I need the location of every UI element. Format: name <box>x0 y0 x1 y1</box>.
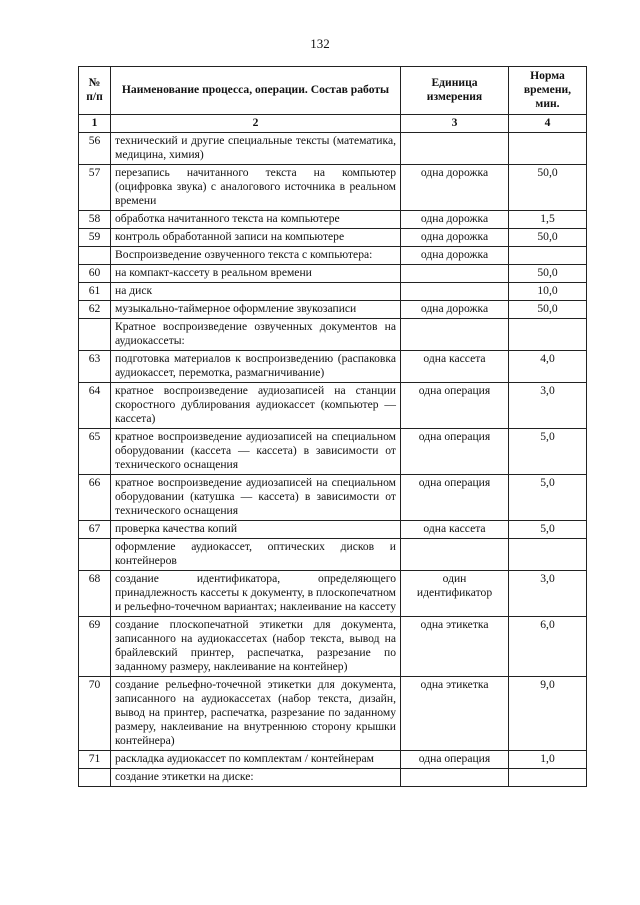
table-row <box>79 571 587 617</box>
cell-unit <box>401 265 509 283</box>
cell-name: Кратное воспроизведение озвученных документов на аудиокассеты: <box>111 319 401 351</box>
cell-num: 67 <box>79 521 111 539</box>
column-number: 1 <box>79 115 111 133</box>
column-number: 3 <box>401 115 509 133</box>
cell-norm <box>509 133 587 165</box>
cell-unit: одна дорожка <box>401 211 509 229</box>
cell-name: создание идентификатора, определяющего принадлежность кассеты к документу, в плоскопечатном и рельефно-точечном вариантах; наклеивание на кассету <box>111 571 401 617</box>
cell-unit: одна операция <box>401 429 509 475</box>
table-row <box>79 677 587 751</box>
table-row <box>79 165 587 211</box>
cell-norm: 1,5 <box>509 211 587 229</box>
cell-num: 64 <box>79 383 111 429</box>
table-row <box>79 319 587 351</box>
header-unit: Единица измерения <box>401 67 509 115</box>
cell-name: технический и другие специальные тексты (математика, медицина, химия) <box>111 133 401 165</box>
cell-norm: 1,0 <box>509 751 587 769</box>
table-row <box>79 133 587 165</box>
cell-name: Воспроизведение озвученного текста с компьютера: <box>111 247 401 265</box>
cell-norm <box>509 769 587 787</box>
cell-norm: 5,0 <box>509 429 587 475</box>
cell-name: раскладка аудиокассет по комплектам / контейнерам <box>111 751 401 769</box>
cell-norm <box>509 539 587 571</box>
cell-unit: одна операция <box>401 475 509 521</box>
cell-unit: одна кассета <box>401 351 509 383</box>
cell-num: 71 <box>79 751 111 769</box>
cell-unit: одна кассета <box>401 521 509 539</box>
column-number: 4 <box>509 115 587 133</box>
header-num-line2: п/п <box>86 90 103 103</box>
cell-unit: одна операция <box>401 751 509 769</box>
cell-name: на компакт-кассету в реальном времени <box>111 265 401 283</box>
header-num <box>79 67 111 115</box>
table-row <box>79 211 587 229</box>
header-name: Наименование процесса, операции. Состав работы <box>111 67 401 115</box>
cell-name: проверка качества копий <box>111 521 401 539</box>
cell-num <box>79 539 111 571</box>
cell-num: 70 <box>79 677 111 751</box>
cell-name: кратное воспроизведение аудиозаписей на специальном оборудовании (кассета — кассета) в зависимости от технического оснащения <box>111 429 401 475</box>
cell-unit: одна дорожка <box>401 229 509 247</box>
table-header-row <box>79 67 587 115</box>
cell-norm <box>509 247 587 265</box>
cell-num: 59 <box>79 229 111 247</box>
cell-norm: 50,0 <box>509 165 587 211</box>
table-row <box>79 475 587 521</box>
cell-num: 65 <box>79 429 111 475</box>
cell-name: обработка начитанного текста на компьютере <box>111 211 401 229</box>
cell-num: 57 <box>79 165 111 211</box>
cell-num: 56 <box>79 133 111 165</box>
cell-unit <box>401 133 509 165</box>
cell-norm: 9,0 <box>509 677 587 751</box>
cell-norm: 50,0 <box>509 229 587 247</box>
cell-name: создание плоскопечатной этикетки для документа, записанного на аудиокассетах (набор текста, вывод на брайлевский принтер, распечатка, разрезание по заданному размеру, наклеивание на контейнер) <box>111 617 401 677</box>
cell-name: подготовка материалов к воспроизведению (распаковка аудиокассет, перемотка, размагничивание) <box>111 351 401 383</box>
cell-name: перезапись начитанного текста на компьютер (оцифровка звука) с аналогового источника в реальном времени <box>111 165 401 211</box>
cell-norm: 5,0 <box>509 521 587 539</box>
cell-norm: 3,0 <box>509 383 587 429</box>
table-row <box>79 265 587 283</box>
cell-name: кратное воспроизведение аудиозаписей на станции скоростного дублирования аудиокассет (компьютер — кассета) <box>111 383 401 429</box>
header-norm: Норма времени, мин. <box>509 67 587 115</box>
table-row <box>79 539 587 571</box>
cell-unit: одна этикетка <box>401 617 509 677</box>
cell-num <box>79 319 111 351</box>
cell-unit <box>401 319 509 351</box>
page-number: 132 <box>310 36 330 51</box>
cell-unit: одна дорожка <box>401 247 509 265</box>
cell-name: создание рельефно-точечной этикетки для документа, записанного на аудиокассетах (набор текста, дизайн, вывод на принтер, распечатка, разрезание по заданному размеру, наклеивание на внутреннюю сторону крышки контейнера) <box>111 677 401 751</box>
cell-name: оформление аудиокассет, оптических дисков и контейнеров <box>111 539 401 571</box>
cell-unit <box>401 769 509 787</box>
table-row <box>79 429 587 475</box>
cell-num <box>79 769 111 787</box>
table-row <box>79 751 587 769</box>
cell-unit: одна операция <box>401 383 509 429</box>
cell-num: 69 <box>79 617 111 677</box>
table-row <box>79 521 587 539</box>
table-body <box>79 133 587 787</box>
cell-num: 66 <box>79 475 111 521</box>
table-row <box>79 617 587 677</box>
cell-num: 58 <box>79 211 111 229</box>
cell-norm: 5,0 <box>509 475 587 521</box>
table-row <box>79 301 587 319</box>
cell-name: на диск <box>111 283 401 301</box>
cell-num: 68 <box>79 571 111 617</box>
header-num-line1: № <box>88 76 101 89</box>
cell-num: 60 <box>79 265 111 283</box>
table-row <box>79 283 587 301</box>
cell-norm: 3,0 <box>509 571 587 617</box>
cell-unit: одна этикетка <box>401 677 509 751</box>
cell-unit: один идентификатор <box>401 571 509 617</box>
cell-name: создание этикетки на диске: <box>111 769 401 787</box>
table-row <box>79 351 587 383</box>
time-norms-table <box>78 66 587 787</box>
cell-norm: 10,0 <box>509 283 587 301</box>
column-number: 2 <box>111 115 401 133</box>
cell-norm: 50,0 <box>509 265 587 283</box>
cell-unit <box>401 539 509 571</box>
cell-norm: 6,0 <box>509 617 587 677</box>
table-row <box>79 769 587 787</box>
cell-name: контроль обработанной записи на компьютере <box>111 229 401 247</box>
table-row <box>79 229 587 247</box>
cell-num: 62 <box>79 301 111 319</box>
cell-norm: 50,0 <box>509 301 587 319</box>
cell-num <box>79 247 111 265</box>
cell-norm <box>509 319 587 351</box>
cell-unit <box>401 283 509 301</box>
cell-name: музыкально-таймерное оформление звукозаписи <box>111 301 401 319</box>
cell-unit: одна дорожка <box>401 301 509 319</box>
cell-num: 63 <box>79 351 111 383</box>
cell-name: кратное воспроизведение аудиозаписей на специальном оборудовании (катушка — кассета) в зависимости от технического оснащения <box>111 475 401 521</box>
cell-num: 61 <box>79 283 111 301</box>
column-numbers-row <box>79 115 587 133</box>
table-row <box>79 383 587 429</box>
cell-norm: 4,0 <box>509 351 587 383</box>
table-row <box>79 247 587 265</box>
cell-unit: одна дорожка <box>401 165 509 211</box>
